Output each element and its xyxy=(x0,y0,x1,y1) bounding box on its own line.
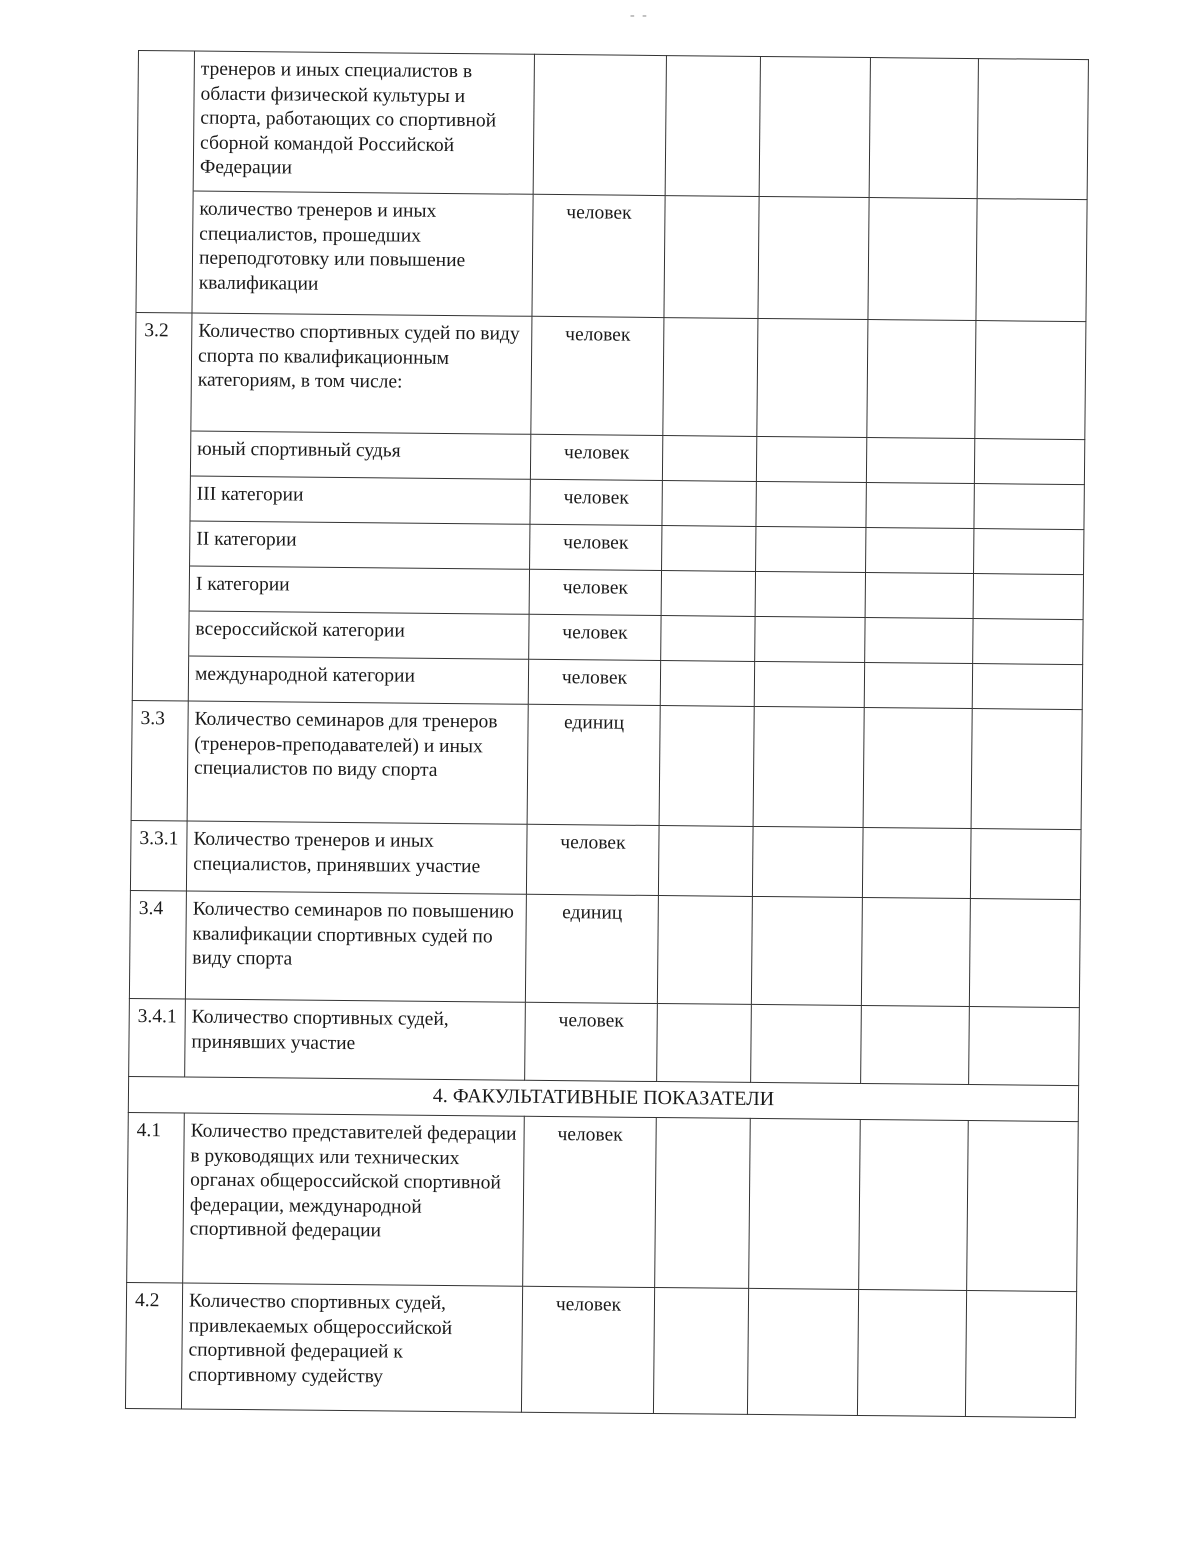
table-row xyxy=(129,890,1080,1007)
row-number: 4.1 xyxy=(127,1112,185,1283)
row-label: юный спортивный судья xyxy=(190,431,530,479)
row-unit: человек xyxy=(521,1286,654,1413)
value-cell xyxy=(866,438,974,484)
value-cell xyxy=(756,436,866,482)
value-cell xyxy=(659,706,754,827)
row-unit: человек xyxy=(530,434,662,480)
value-cell xyxy=(661,571,755,617)
value-cell xyxy=(752,826,863,897)
value-cell xyxy=(972,664,1082,710)
value-cell xyxy=(969,899,1080,1008)
row-unit: человек xyxy=(531,316,664,435)
row-number xyxy=(134,430,190,476)
row-unit: человек xyxy=(525,1002,658,1081)
value-cell xyxy=(865,573,973,619)
row-label: международной категории xyxy=(188,656,528,704)
value-cell xyxy=(970,829,1081,900)
value-cell xyxy=(661,616,755,662)
value-cell xyxy=(974,439,1084,485)
value-cell xyxy=(867,320,976,439)
value-cell xyxy=(655,1118,751,1289)
page-number-mark: - - xyxy=(630,8,649,23)
value-cell xyxy=(657,896,752,1005)
row-number: 3.3.1 xyxy=(130,820,187,891)
value-cell xyxy=(755,616,865,662)
value-cell xyxy=(757,318,868,437)
value-cell xyxy=(974,529,1084,575)
value-cell xyxy=(759,56,870,197)
value-cell xyxy=(971,709,1082,830)
value-cell xyxy=(751,896,862,1005)
value-cell xyxy=(754,661,864,707)
row-label: количество тренеров и иных специалистов, прошедших переподготовку или повышение квалификации xyxy=(192,191,533,316)
value-cell xyxy=(662,481,756,527)
row-unit: человек xyxy=(526,824,659,895)
row-number xyxy=(132,655,188,701)
value-cell xyxy=(861,1005,970,1084)
row-label: Количество семинаров для тренеров (тренеров-преподавателей) и иных специалистов по виду спорта xyxy=(187,701,528,824)
row-label: всероссийской категории xyxy=(189,611,529,659)
value-cell xyxy=(660,661,754,707)
table-row xyxy=(129,998,1080,1085)
value-cell xyxy=(756,481,866,527)
row-number xyxy=(134,520,190,566)
value-cell xyxy=(749,1118,861,1289)
row-label: Количество представителей федерации в руководящих или технических органах общероссийской спортивной федерации, международной спортивной федерации xyxy=(183,1113,525,1286)
row-number xyxy=(134,475,190,521)
value-cell xyxy=(665,56,760,197)
row-number xyxy=(137,51,194,192)
row-label: Количество тренеров и иных специалистов, принявших участие xyxy=(186,821,527,894)
row-unit: человек xyxy=(529,614,661,660)
row-unit: человек xyxy=(530,524,662,570)
row-number xyxy=(133,610,189,656)
value-cell xyxy=(864,663,972,709)
value-cell xyxy=(965,1291,1076,1418)
value-cell xyxy=(657,1004,752,1083)
value-cell xyxy=(662,526,756,572)
table-row xyxy=(127,1112,1079,1291)
value-cell xyxy=(865,618,973,664)
row-unit: человек xyxy=(530,479,662,525)
value-cell xyxy=(753,706,864,827)
row-unit: человек xyxy=(532,194,665,317)
row-unit xyxy=(533,54,666,195)
section-title: 4. ФАКУЛЬТАТИВНЫЕ ПОКАЗАТЕЛИ xyxy=(128,1076,1078,1121)
row-label: I категории xyxy=(189,566,529,614)
value-cell xyxy=(969,1007,1080,1086)
row-label: III категории xyxy=(190,476,530,524)
row-label: Количество спортивных судей по виду спорта по квалификационным категориям, в том числе: xyxy=(191,313,532,434)
table-row xyxy=(131,700,1082,829)
table-row xyxy=(125,1282,1076,1417)
value-cell xyxy=(974,484,1084,530)
value-cell xyxy=(755,571,865,617)
value-cell xyxy=(869,58,978,199)
value-cell xyxy=(653,1288,748,1415)
value-cell xyxy=(756,526,866,572)
row-label: Количество спортивных судей, принявших участие xyxy=(185,999,526,1080)
value-cell xyxy=(663,318,758,437)
value-cell xyxy=(857,1289,966,1416)
value-cell xyxy=(751,1004,862,1083)
table-row xyxy=(136,190,1087,321)
value-cell xyxy=(868,198,977,321)
value-cell xyxy=(866,483,974,529)
table-row xyxy=(137,51,1088,200)
row-number: 3.4 xyxy=(129,890,186,999)
row-number: 4.2 xyxy=(125,1282,182,1409)
row-label: тренеров и иных специалистов в области физической культуры и спорта, работающих со спортивной сборной командой Российской Федерации xyxy=(193,51,534,194)
row-unit: человек xyxy=(528,659,660,705)
row-number: 3.4.1 xyxy=(129,998,186,1077)
value-cell xyxy=(973,574,1083,620)
value-cell xyxy=(975,321,1086,440)
value-cell xyxy=(664,196,759,319)
value-cell xyxy=(861,897,970,1006)
row-label: Количество спортивных судей, привлекаемых общероссийской спортивной федерацией к спортивному судейству xyxy=(181,1283,522,1412)
value-cell xyxy=(658,826,753,897)
value-cell xyxy=(747,1288,858,1415)
row-unit: человек xyxy=(529,569,661,615)
row-number: 3.3 xyxy=(131,700,188,821)
row-number xyxy=(136,190,193,313)
row-label: Количество семинаров по повышению квалификации спортивных судей по виду спорта xyxy=(185,891,526,1002)
row-number: 3.2 xyxy=(135,312,192,431)
row-unit: единиц xyxy=(527,704,660,825)
table-row xyxy=(130,820,1081,899)
value-cell xyxy=(758,196,869,319)
value-cell xyxy=(859,1119,969,1290)
value-cell xyxy=(976,199,1087,322)
value-cell xyxy=(977,59,1088,200)
value-cell xyxy=(866,528,974,574)
value-cell xyxy=(967,1121,1079,1292)
indicators-table xyxy=(125,50,1089,1418)
row-unit: единиц xyxy=(525,894,658,1003)
row-unit: человек xyxy=(523,1116,657,1287)
table-row xyxy=(135,312,1086,439)
value-cell xyxy=(863,708,972,829)
value-cell xyxy=(862,827,971,898)
value-cell xyxy=(662,436,756,482)
value-cell xyxy=(973,619,1083,665)
row-number xyxy=(133,565,189,611)
row-label: II категории xyxy=(190,521,530,569)
document-sheet xyxy=(125,50,1108,1418)
